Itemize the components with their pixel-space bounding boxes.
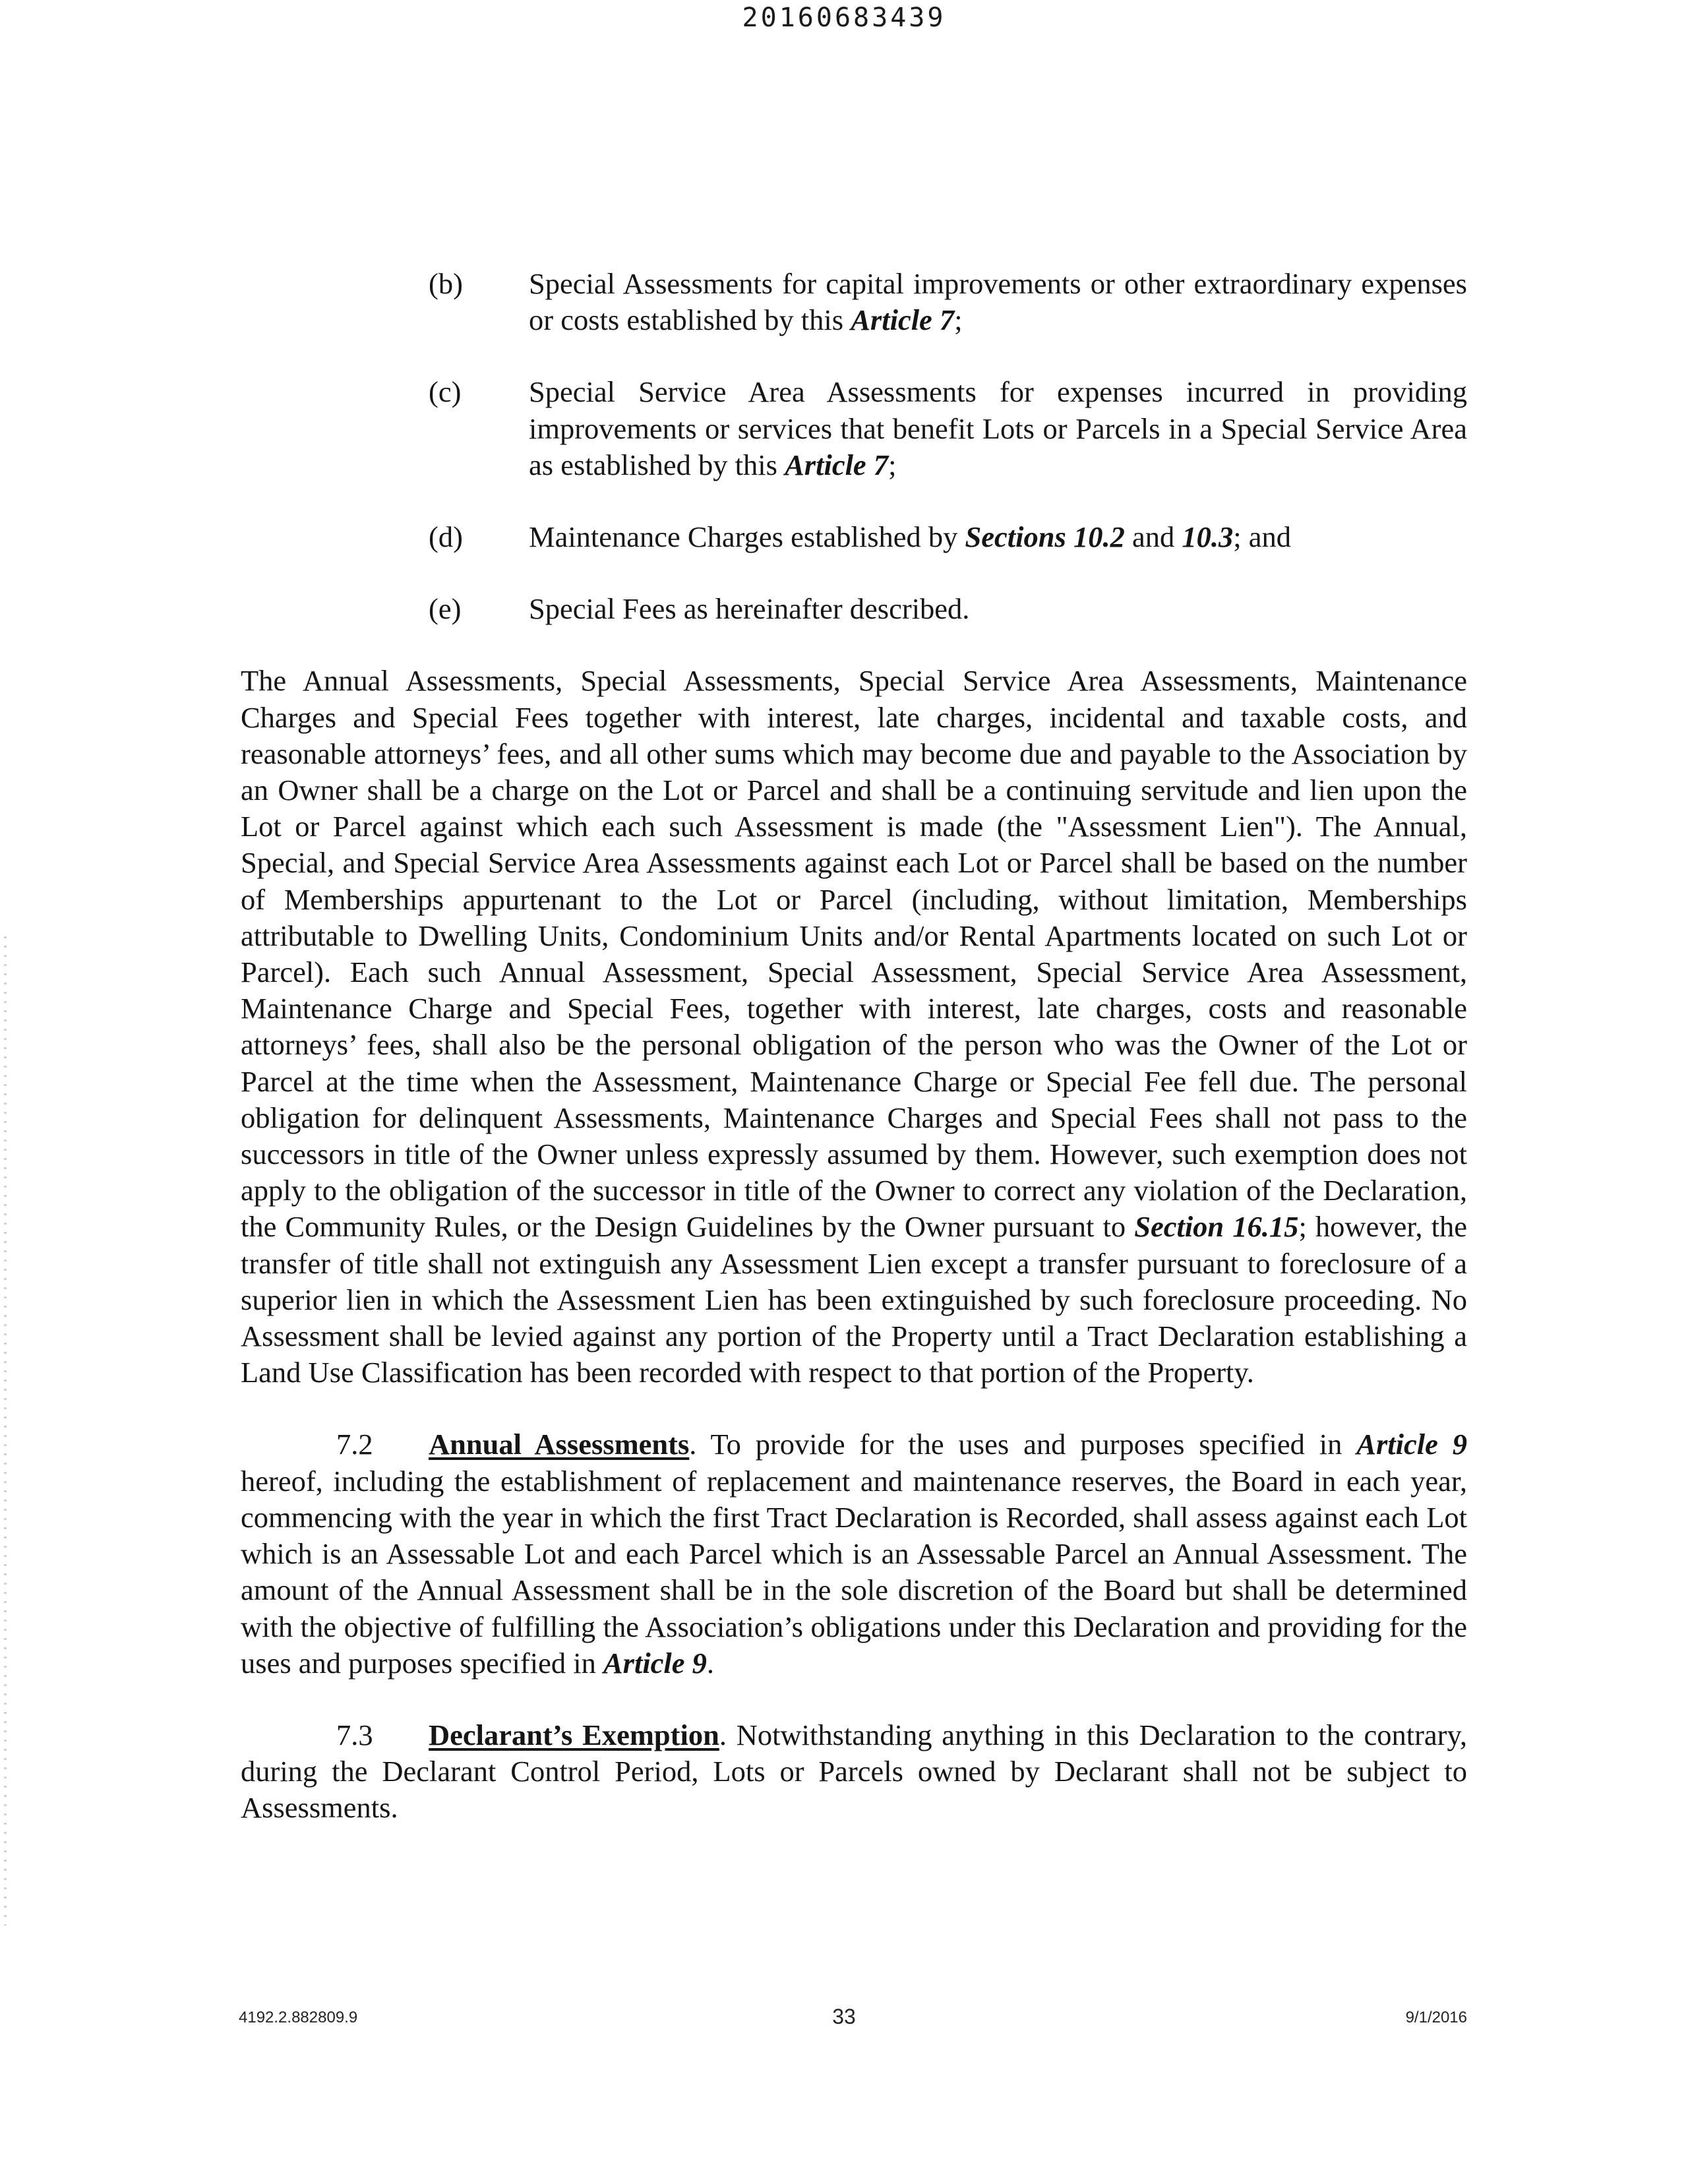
- text-run: Maintenance Charges established by: [529, 520, 965, 554]
- footer-date: 9/1/2016: [1405, 2009, 1467, 2026]
- document-number: 20160683439: [742, 3, 946, 33]
- footer-page-number: 33: [832, 2005, 856, 2028]
- text-run: hereof, including the establishment of replacement and maintenance reserves, the Board in each year, commencing with the year in which the first Tract Declaration is Recorded, shall assess against each Lot which is an Assessable Lot and each Parcel which is an Assessable Parcel an Annual Assessment. The amount of the Annual Assessment shall be in the sole discretion of the Board but shall be determined with the objective of fulfilling the Association’s obligations under this Declaration and providing for the uses and purposes specified in: [241, 1464, 1467, 1680]
- section-title: Annual Assessments: [429, 1428, 690, 1461]
- text-run: . To provide for the uses and purposes specified in: [689, 1428, 1357, 1461]
- text-run: . Notwithstanding anything in this Declaration to the contrary, during the Declarant Control Period, Lots or Parcels owned by Declarant shall not be subject to Assessments.: [241, 1718, 1467, 1825]
- assessment-lien-paragraph: [241, 663, 1467, 1391]
- cross-reference: Article 9: [603, 1646, 707, 1680]
- list-item: [336, 591, 1467, 627]
- cross-reference: Section 16.15: [1134, 1210, 1299, 1244]
- section-number: 7.2: [336, 1428, 373, 1461]
- section-7-2: [241, 1426, 1467, 1681]
- list-item-text: [336, 591, 1467, 627]
- list-item: [336, 266, 1467, 338]
- text-run: ;: [888, 448, 897, 481]
- list-marker: (d): [429, 520, 463, 554]
- footer-document-id: 4192.2.882809.9: [239, 2009, 358, 2026]
- list-marker: (b): [429, 267, 463, 300]
- text-run: Special Service Area Assessments for expenses incurred in providing improvements or services that benefit Lots or Parcels in a Special Service Area as established by this: [529, 375, 1467, 481]
- document-body: [241, 266, 1467, 1862]
- text-run: The Annual Assessments, Special Assessments, Special Service Area Assessments, Maintenance Charges and Special Fees together with interest, late charges, incidental and taxable costs, and reasonable attorneys’ fees, and all other sums which may become due and payable to the Association by an Owner shall be a charge on the Lot or Parcel and shall be a continuing servitude and lien upon the Lot or Parcel against which each such Assessment is made (the "Assessment Lien"). The Annual, Special, and Special Service Area Assessments against each Lot or Parcel shall be based on the number of Memberships appurtenant to the Lot or Parcel (including, without limitation, Memberships attributable to Dwelling Units, Condominium Units and/or Rental Apartments located on such Lot or Parcel). Each such Annual Assessment, Special Assessment, Special Service Area Assessment, Maintenance Charge and Special Fees, together with interest, late charges, costs and reasonable attorneys’ fees, shall also be the personal obligation of the person who was the Owner of the Lot or Parcel at the time when the Assessment, Maintenance Charge or Special Fee fell due. The personal obligation for delinquent Assessments, Maintenance Charges and Special Fees shall not pass to the successors in title of the Owner unless expressly assumed by them. However, such exemption does not apply to the obligation of the successor in title of the Owner to correct any violation of the Declaration, the Community Rules, or the Design Guidelines by the Owner pursuant to: [241, 664, 1467, 1244]
- section-7-3: [241, 1717, 1467, 1827]
- list-marker: (e): [429, 592, 462, 626]
- list-item: [336, 374, 1467, 483]
- cross-reference: Article 9: [1356, 1428, 1468, 1461]
- scan-edge-artifact: [4, 936, 7, 1926]
- list-item-text: [336, 519, 1467, 555]
- list-item-text: [336, 374, 1467, 483]
- text-run: Special Fees as hereinafter described.: [529, 592, 970, 626]
- list-marker: (c): [429, 375, 462, 409]
- text-run: ; however, the transfer of title shall not extinguish any Assessment Lien except a transfer pursuant to foreclosure of a superior lien in which the Assessment Lien has been extinguished by such foreclosure proceeding. No Assessment shall be levied against any portion of the Property until a Tract Declaration establishing a Land Use Classification has been recorded with respect to that portion of the Property.: [241, 1210, 1467, 1389]
- list-item: [336, 519, 1467, 555]
- cross-reference: Article 7: [785, 448, 889, 481]
- list-item-text: [336, 266, 1467, 338]
- cross-reference: Sections 10.2: [965, 520, 1125, 554]
- section-title: Declarant’s Exemption: [429, 1718, 719, 1751]
- section-number: 7.3: [336, 1718, 373, 1751]
- text-run: ;: [954, 303, 963, 337]
- cross-reference: 10.3: [1182, 520, 1234, 554]
- text-run: Special Assessments for capital improvements or other extraordinary expenses or costs established by this: [529, 267, 1467, 337]
- assessment-list: [336, 266, 1467, 627]
- text-run: and: [1124, 520, 1182, 554]
- text-run: .: [706, 1646, 715, 1680]
- cross-reference: Article 7: [851, 303, 955, 337]
- text-run: ; and: [1233, 520, 1291, 554]
